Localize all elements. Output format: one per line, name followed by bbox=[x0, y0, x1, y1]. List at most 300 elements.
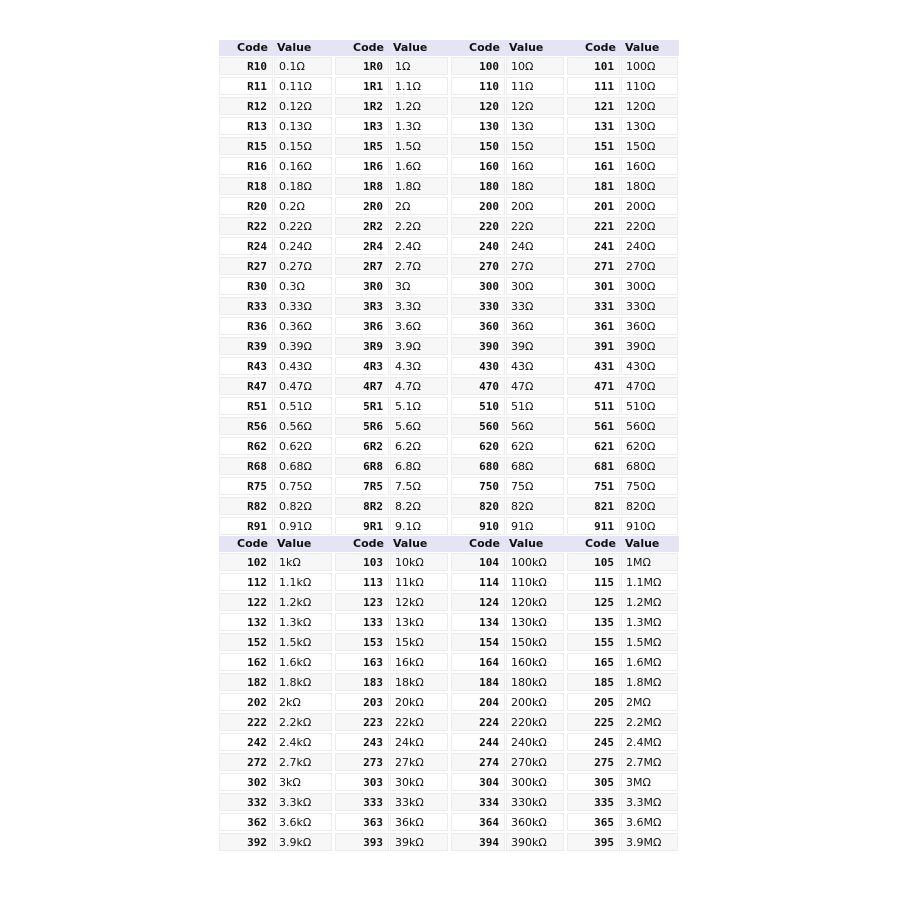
value-cell: 0.22Ω bbox=[274, 217, 332, 235]
value-cell: 910Ω bbox=[621, 517, 678, 535]
code-value-pair bbox=[451, 752, 567, 772]
code-value-pair bbox=[567, 612, 679, 632]
table-row bbox=[219, 156, 681, 176]
table-row bbox=[219, 96, 681, 116]
code-cell: 131 bbox=[567, 117, 620, 135]
code-cell: 103 bbox=[335, 553, 389, 571]
code-cell: 163 bbox=[335, 653, 389, 671]
code-value-pair bbox=[219, 552, 335, 572]
value-cell: 3.3kΩ bbox=[274, 793, 332, 811]
code-cell: 2R4 bbox=[335, 237, 389, 255]
value-cell: 43Ω bbox=[506, 357, 564, 375]
code-cell: 5R6 bbox=[335, 417, 389, 435]
code-cell: 155 bbox=[567, 633, 620, 651]
code-value-pair bbox=[567, 592, 679, 612]
code-value-pair bbox=[567, 196, 679, 216]
code-cell: R82 bbox=[219, 497, 273, 515]
table-row bbox=[219, 552, 681, 572]
table-section bbox=[219, 536, 681, 852]
table-row bbox=[219, 732, 681, 752]
table-row bbox=[219, 516, 681, 536]
code-value-pair bbox=[335, 236, 451, 256]
code-value-pair bbox=[335, 572, 451, 592]
value-cell: 30kΩ bbox=[390, 773, 448, 791]
table-row bbox=[219, 436, 681, 456]
table-row bbox=[219, 416, 681, 436]
code-value-pair bbox=[219, 76, 335, 96]
value-cell: 2.2Ω bbox=[390, 217, 448, 235]
header-code: Code bbox=[585, 537, 616, 550]
value-cell: 470Ω bbox=[621, 377, 678, 395]
code-cell: 115 bbox=[567, 573, 620, 591]
code-value-pair bbox=[219, 56, 335, 76]
code-cell: 130 bbox=[451, 117, 505, 135]
code-value-pair bbox=[219, 752, 335, 772]
value-cell: 0.33Ω bbox=[274, 297, 332, 315]
value-cell: 220kΩ bbox=[506, 713, 564, 731]
code-value-pair bbox=[219, 632, 335, 652]
value-cell: 13Ω bbox=[506, 117, 564, 135]
code-value-pair bbox=[567, 76, 679, 96]
code-value-pair bbox=[567, 572, 679, 592]
code-cell: 680 bbox=[451, 457, 505, 475]
table-row bbox=[219, 316, 681, 336]
code-value-pair bbox=[567, 516, 679, 536]
value-cell: 120Ω bbox=[621, 97, 678, 115]
code-value-pair bbox=[219, 236, 335, 256]
code-cell: 7R5 bbox=[335, 477, 389, 495]
table-row bbox=[219, 832, 681, 852]
value-cell: 360Ω bbox=[621, 317, 678, 335]
value-cell: 0.12Ω bbox=[274, 97, 332, 115]
value-cell: 110Ω bbox=[621, 77, 678, 95]
code-cell: 271 bbox=[567, 257, 620, 275]
code-cell: 224 bbox=[451, 713, 505, 731]
code-value-pair bbox=[219, 792, 335, 812]
code-cell: 5R1 bbox=[335, 397, 389, 415]
value-cell: 11kΩ bbox=[390, 573, 448, 591]
code-value-pair bbox=[219, 96, 335, 116]
code-cell: 273 bbox=[335, 753, 389, 771]
code-cell: 223 bbox=[335, 713, 389, 731]
code-cell: 165 bbox=[567, 653, 620, 671]
value-cell: 13kΩ bbox=[390, 613, 448, 631]
value-cell: 12Ω bbox=[506, 97, 564, 115]
table-row bbox=[219, 176, 681, 196]
value-cell: 6.8Ω bbox=[390, 457, 448, 475]
code-value-pair bbox=[219, 376, 335, 396]
value-cell: 27Ω bbox=[506, 257, 564, 275]
code-value-pair bbox=[567, 712, 679, 732]
code-value-pair bbox=[451, 296, 567, 316]
value-cell: 36Ω bbox=[506, 317, 564, 335]
code-value-pair bbox=[451, 416, 567, 436]
value-cell: 20Ω bbox=[506, 197, 564, 215]
code-value-pair bbox=[451, 572, 567, 592]
table-row bbox=[219, 772, 681, 792]
value-cell: 9.1Ω bbox=[390, 517, 448, 535]
code-cell: 511 bbox=[567, 397, 620, 415]
code-value-pair bbox=[219, 476, 335, 496]
code-value-pair bbox=[451, 396, 567, 416]
value-cell: 2.2MΩ bbox=[621, 713, 678, 731]
code-value-pair bbox=[219, 296, 335, 316]
code-value-pair bbox=[567, 256, 679, 276]
code-cell: 330 bbox=[451, 297, 505, 315]
code-cell: R56 bbox=[219, 417, 273, 435]
code-cell: R22 bbox=[219, 217, 273, 235]
code-value-pair bbox=[335, 56, 451, 76]
code-value-pair bbox=[567, 476, 679, 496]
table-row bbox=[219, 256, 681, 276]
code-cell: 181 bbox=[567, 177, 620, 195]
code-value-pair bbox=[451, 672, 567, 692]
code-value-pair bbox=[219, 496, 335, 516]
header-code: Code bbox=[237, 537, 268, 550]
value-cell: 560Ω bbox=[621, 417, 678, 435]
code-cell: 135 bbox=[567, 613, 620, 631]
code-cell: 154 bbox=[451, 633, 505, 651]
resistor-code-table bbox=[219, 40, 681, 852]
code-cell: 365 bbox=[567, 813, 620, 831]
value-cell: 3MΩ bbox=[621, 773, 678, 791]
code-value-pair bbox=[335, 196, 451, 216]
code-cell: R10 bbox=[219, 57, 273, 75]
code-cell: 125 bbox=[567, 593, 620, 611]
value-cell: 1kΩ bbox=[274, 553, 332, 571]
value-cell: 18kΩ bbox=[390, 673, 448, 691]
code-cell: 122 bbox=[219, 593, 273, 611]
code-cell: 6R8 bbox=[335, 457, 389, 475]
code-value-pair bbox=[335, 772, 451, 792]
code-value-pair bbox=[567, 216, 679, 236]
header-value: Value bbox=[625, 537, 660, 550]
code-value-pair bbox=[219, 772, 335, 792]
header-code: Code bbox=[353, 41, 384, 54]
code-cell: 820 bbox=[451, 497, 505, 515]
value-cell: 5.6Ω bbox=[390, 417, 448, 435]
header-value: Value bbox=[393, 41, 428, 54]
value-cell: 1.6Ω bbox=[390, 157, 448, 175]
code-value-pair bbox=[451, 792, 567, 812]
code-value-pair bbox=[451, 376, 567, 396]
value-cell: 360kΩ bbox=[506, 813, 564, 831]
code-cell: 112 bbox=[219, 573, 273, 591]
code-value-pair bbox=[219, 732, 335, 752]
code-value-pair bbox=[335, 752, 451, 772]
header-value: Value bbox=[393, 537, 428, 550]
code-value-pair bbox=[567, 316, 679, 336]
value-cell: 390Ω bbox=[621, 337, 678, 355]
table-row bbox=[219, 592, 681, 612]
value-cell: 36kΩ bbox=[390, 813, 448, 831]
header-code: Code bbox=[585, 41, 616, 54]
code-cell: 200 bbox=[451, 197, 505, 215]
header-code: Code bbox=[353, 537, 384, 550]
code-cell: 104 bbox=[451, 553, 505, 571]
value-cell: 3.3Ω bbox=[390, 297, 448, 315]
code-cell: 152 bbox=[219, 633, 273, 651]
value-cell: 3.3MΩ bbox=[621, 793, 678, 811]
code-cell: R24 bbox=[219, 237, 273, 255]
code-cell: 221 bbox=[567, 217, 620, 235]
code-value-pair bbox=[335, 476, 451, 496]
code-cell: 8R2 bbox=[335, 497, 389, 515]
table-row bbox=[219, 276, 681, 296]
code-cell: R16 bbox=[219, 157, 273, 175]
header-code: Code bbox=[237, 41, 268, 54]
value-cell: 20kΩ bbox=[390, 693, 448, 711]
value-cell: 200Ω bbox=[621, 197, 678, 215]
value-cell: 0.36Ω bbox=[274, 317, 332, 335]
header-group bbox=[567, 40, 679, 56]
value-cell: 430Ω bbox=[621, 357, 678, 375]
value-cell: 180kΩ bbox=[506, 673, 564, 691]
code-cell: 102 bbox=[219, 553, 273, 571]
value-cell: 47Ω bbox=[506, 377, 564, 395]
code-value-pair bbox=[219, 832, 335, 852]
code-cell: 222 bbox=[219, 713, 273, 731]
code-cell: 185 bbox=[567, 673, 620, 691]
code-cell: 335 bbox=[567, 793, 620, 811]
value-cell: 62Ω bbox=[506, 437, 564, 455]
code-cell: 1R5 bbox=[335, 137, 389, 155]
value-cell: 6.2Ω bbox=[390, 437, 448, 455]
code-value-pair bbox=[567, 336, 679, 356]
value-cell: 39kΩ bbox=[390, 833, 448, 851]
table-row bbox=[219, 652, 681, 672]
code-value-pair bbox=[335, 176, 451, 196]
code-value-pair bbox=[567, 116, 679, 136]
code-cell: 132 bbox=[219, 613, 273, 631]
code-value-pair bbox=[335, 136, 451, 156]
code-cell: 1R3 bbox=[335, 117, 389, 135]
code-cell: 470 bbox=[451, 377, 505, 395]
code-value-pair bbox=[567, 496, 679, 516]
code-cell: 153 bbox=[335, 633, 389, 651]
header-group bbox=[451, 40, 567, 56]
code-value-pair bbox=[335, 416, 451, 436]
code-value-pair bbox=[567, 792, 679, 812]
code-cell: 4R3 bbox=[335, 357, 389, 375]
value-cell: 3Ω bbox=[390, 277, 448, 295]
code-value-pair bbox=[451, 116, 567, 136]
value-cell: 1.2kΩ bbox=[274, 593, 332, 611]
code-value-pair bbox=[451, 476, 567, 496]
value-cell: 240kΩ bbox=[506, 733, 564, 751]
code-cell: 3R0 bbox=[335, 277, 389, 295]
code-value-pair bbox=[219, 396, 335, 416]
code-cell: 244 bbox=[451, 733, 505, 751]
value-cell: 180Ω bbox=[621, 177, 678, 195]
code-cell: R91 bbox=[219, 517, 273, 535]
code-cell: R33 bbox=[219, 297, 273, 315]
header-group bbox=[219, 536, 335, 552]
code-cell: R12 bbox=[219, 97, 273, 115]
code-cell: 394 bbox=[451, 833, 505, 851]
code-value-pair bbox=[567, 652, 679, 672]
value-cell: 3.6kΩ bbox=[274, 813, 332, 831]
code-cell: 303 bbox=[335, 773, 389, 791]
code-cell: 120 bbox=[451, 97, 505, 115]
header-code: Code bbox=[469, 537, 500, 550]
value-cell: 1.6MΩ bbox=[621, 653, 678, 671]
code-value-pair bbox=[335, 592, 451, 612]
header-group bbox=[335, 536, 451, 552]
value-cell: 18Ω bbox=[506, 177, 564, 195]
header-value: Value bbox=[277, 41, 312, 54]
code-value-pair bbox=[219, 196, 335, 216]
value-cell: 2.7Ω bbox=[390, 257, 448, 275]
code-cell: 1R0 bbox=[335, 57, 389, 75]
code-value-pair bbox=[451, 652, 567, 672]
code-value-pair bbox=[219, 276, 335, 296]
code-value-pair bbox=[451, 712, 567, 732]
code-cell: 2R2 bbox=[335, 217, 389, 235]
code-cell: 275 bbox=[567, 753, 620, 771]
code-value-pair bbox=[335, 792, 451, 812]
value-cell: 5.1Ω bbox=[390, 397, 448, 415]
code-value-pair bbox=[567, 376, 679, 396]
code-value-pair bbox=[451, 156, 567, 176]
code-value-pair bbox=[451, 456, 567, 476]
value-cell: 270kΩ bbox=[506, 753, 564, 771]
code-value-pair bbox=[219, 336, 335, 356]
code-value-pair bbox=[219, 116, 335, 136]
code-cell: 430 bbox=[451, 357, 505, 375]
code-cell: 110 bbox=[451, 77, 505, 95]
code-cell: 240 bbox=[451, 237, 505, 255]
value-cell: 1.3Ω bbox=[390, 117, 448, 135]
value-cell: 2.7kΩ bbox=[274, 753, 332, 771]
code-value-pair bbox=[567, 276, 679, 296]
value-cell: 4.3Ω bbox=[390, 357, 448, 375]
value-cell: 75Ω bbox=[506, 477, 564, 495]
code-cell: 134 bbox=[451, 613, 505, 631]
value-cell: 2.7MΩ bbox=[621, 753, 678, 771]
value-cell: 1.1MΩ bbox=[621, 573, 678, 591]
table-row bbox=[219, 296, 681, 316]
code-value-pair bbox=[567, 672, 679, 692]
header-value: Value bbox=[277, 537, 312, 550]
code-cell: 390 bbox=[451, 337, 505, 355]
table-row bbox=[219, 236, 681, 256]
value-cell: 33kΩ bbox=[390, 793, 448, 811]
code-cell: 911 bbox=[567, 517, 620, 535]
table-row bbox=[219, 672, 681, 692]
code-value-pair bbox=[451, 236, 567, 256]
value-cell: 82Ω bbox=[506, 497, 564, 515]
code-value-pair bbox=[335, 612, 451, 632]
value-cell: 1.2Ω bbox=[390, 97, 448, 115]
code-cell: 9R1 bbox=[335, 517, 389, 535]
value-cell: 3.6Ω bbox=[390, 317, 448, 335]
value-cell: 1.6kΩ bbox=[274, 653, 332, 671]
code-value-pair bbox=[567, 396, 679, 416]
code-value-pair bbox=[567, 752, 679, 772]
code-cell: 203 bbox=[335, 693, 389, 711]
code-cell: R51 bbox=[219, 397, 273, 415]
header-value: Value bbox=[509, 41, 544, 54]
code-value-pair bbox=[451, 316, 567, 336]
code-value-pair bbox=[567, 632, 679, 652]
code-value-pair bbox=[219, 652, 335, 672]
value-cell: 1.8Ω bbox=[390, 177, 448, 195]
value-cell: 3.6MΩ bbox=[621, 813, 678, 831]
code-cell: 305 bbox=[567, 773, 620, 791]
code-value-pair bbox=[451, 692, 567, 712]
header-row bbox=[219, 40, 681, 56]
value-cell: 0.11Ω bbox=[274, 77, 332, 95]
code-value-pair bbox=[335, 316, 451, 336]
code-value-pair bbox=[451, 196, 567, 216]
value-cell: 120kΩ bbox=[506, 593, 564, 611]
table-row bbox=[219, 692, 681, 712]
value-cell: 2.2kΩ bbox=[274, 713, 332, 731]
code-value-pair bbox=[451, 176, 567, 196]
code-value-pair bbox=[451, 256, 567, 276]
code-cell: 241 bbox=[567, 237, 620, 255]
code-value-pair bbox=[451, 436, 567, 456]
code-cell: 183 bbox=[335, 673, 389, 691]
header-value: Value bbox=[509, 537, 544, 550]
table-row bbox=[219, 476, 681, 496]
code-value-pair bbox=[567, 156, 679, 176]
code-cell: 182 bbox=[219, 673, 273, 691]
code-value-pair bbox=[451, 612, 567, 632]
code-value-pair bbox=[567, 416, 679, 436]
table-row bbox=[219, 216, 681, 236]
code-cell: 4R7 bbox=[335, 377, 389, 395]
code-cell: 334 bbox=[451, 793, 505, 811]
code-value-pair bbox=[335, 256, 451, 276]
code-cell: 100 bbox=[451, 57, 505, 75]
code-value-pair bbox=[219, 316, 335, 336]
value-cell: 330kΩ bbox=[506, 793, 564, 811]
code-value-pair bbox=[335, 156, 451, 176]
value-cell: 1.5kΩ bbox=[274, 633, 332, 651]
value-cell: 100kΩ bbox=[506, 553, 564, 571]
code-cell: 184 bbox=[451, 673, 505, 691]
code-cell: R47 bbox=[219, 377, 273, 395]
code-value-pair bbox=[451, 496, 567, 516]
value-cell: 68Ω bbox=[506, 457, 564, 475]
code-cell: 162 bbox=[219, 653, 273, 671]
value-cell: 0.3Ω bbox=[274, 277, 332, 295]
value-cell: 0.51Ω bbox=[274, 397, 332, 415]
value-cell: 2Ω bbox=[390, 197, 448, 215]
code-value-pair bbox=[567, 732, 679, 752]
value-cell: 33Ω bbox=[506, 297, 564, 315]
code-value-pair bbox=[335, 732, 451, 752]
code-cell: 821 bbox=[567, 497, 620, 515]
code-cell: R18 bbox=[219, 177, 273, 195]
code-cell: R39 bbox=[219, 337, 273, 355]
value-cell: 300Ω bbox=[621, 277, 678, 295]
value-cell: 0.24Ω bbox=[274, 237, 332, 255]
table-row bbox=[219, 396, 681, 416]
value-cell: 0.56Ω bbox=[274, 417, 332, 435]
code-cell: 164 bbox=[451, 653, 505, 671]
code-cell: 391 bbox=[567, 337, 620, 355]
code-cell: 2R7 bbox=[335, 257, 389, 275]
code-cell: 202 bbox=[219, 693, 273, 711]
code-value-pair bbox=[567, 296, 679, 316]
table-row bbox=[219, 356, 681, 376]
code-cell: 681 bbox=[567, 457, 620, 475]
value-cell: 240Ω bbox=[621, 237, 678, 255]
code-value-pair bbox=[335, 296, 451, 316]
